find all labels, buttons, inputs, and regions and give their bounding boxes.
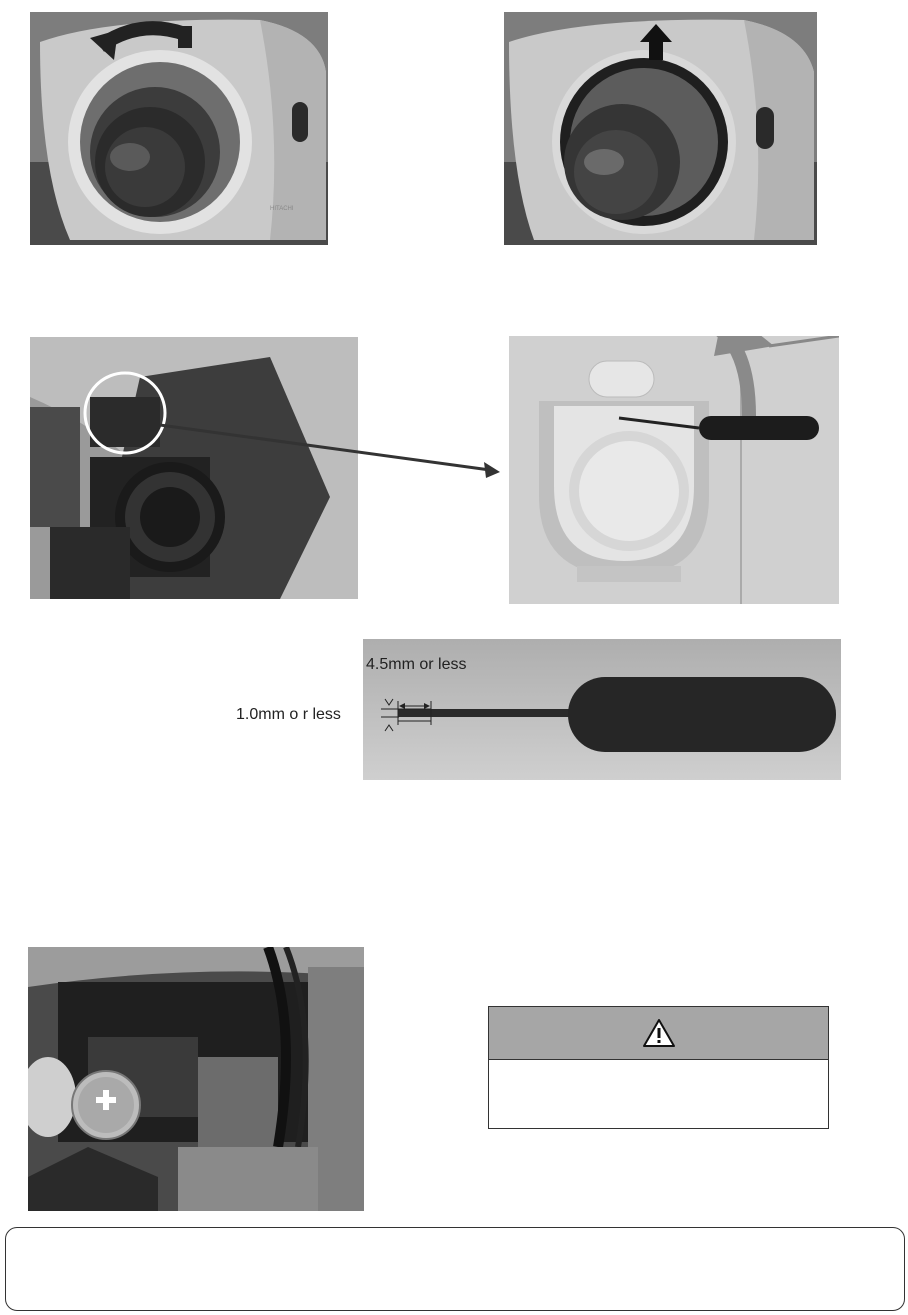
warning-box — [488, 1006, 829, 1129]
projector-interior-clamp-photo — [30, 337, 358, 599]
screwdriver-handle — [568, 677, 836, 752]
warning-triangle-icon — [642, 1018, 676, 1048]
screwdriver-handle — [699, 416, 819, 440]
projector-lens-lift-photo — [504, 12, 817, 245]
tip-length-label: 4.5mm or less — [366, 656, 467, 673]
projector-lens-rotate-photo — [30, 12, 328, 245]
note-text — [6, 1228, 904, 1248]
tip-thickness-label: 1.0mm o r less — [236, 706, 341, 723]
svg-text:HITACHI: HITACHI — [270, 206, 294, 212]
warning-body-text — [489, 1060, 828, 1076]
warning-header — [489, 1007, 828, 1060]
battery-replacement-photo — [28, 947, 364, 1211]
note-box — [5, 1227, 905, 1311]
clamp-screwdriver-illustration — [509, 336, 839, 604]
